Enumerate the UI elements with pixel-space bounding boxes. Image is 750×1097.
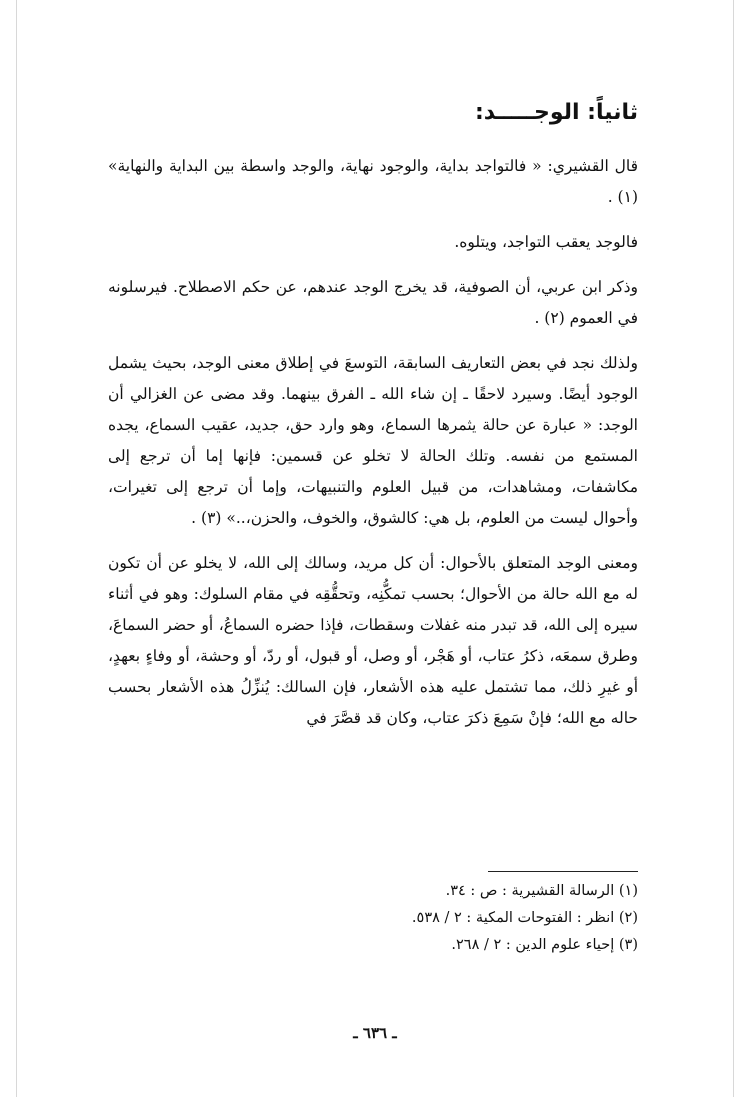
footnote-divider <box>488 871 638 872</box>
paragraph: قال القشيري: « فالتواجد بداية، والوجود نهاية، والوجد واسطة بين البداية والنهاية» (١) . <box>108 156 638 206</box>
section-heading: ثانياً: الوجـــــد: <box>474 100 638 125</box>
paragraph: ولذلك نجد في بعض التعاريف السابقة، التوسعَ في إطلاق معنى الوجد، بحيث يشمل الوجود أيضًا. وسيرد لاحقًا ـ إن شاء الله ـ الفرق بينهما. وقد مضى عن الغزالي أن الوجد: « عبارة عن حالة يثمرها السماع، وهو وارد حق، جديد، عقيب السماع، يجده المستمع من نفسه. وتلك الحالة لا تخلو عن قسمين: فإنها إما أن ترجع إلى مكاشفات، ومشاهدات، من قبيل العلوم والتنبيهات، وإما أن ترجع إلى تغيرات، وأحوال ليست من العلوم، بل هي: كالشوق، والخوف، والحزن،..» (٣) . <box>108 353 638 527</box>
footnotes <box>108 878 638 959</box>
page-number: ـ ٦٣٦ ـ <box>353 1024 397 1042</box>
footnote: (٣) إحياء علوم الدين : ٢ / ٢٦٨. <box>451 937 638 953</box>
footnote: (٢) انظر : الفتوحات المكية : ٢ / ٥٣٨. <box>411 910 638 926</box>
main-text <box>108 98 638 748</box>
paragraph: فالوجد يعقب التواجد، ويتلوه. <box>454 232 638 251</box>
scan-edge-line <box>733 0 734 1097</box>
paragraph: وذكر ابن عربي، أن الصوفية، قد يخرج الوجد عندهم، عن حكم الاصطلاح. فيرسلونه في العموم (٢) . <box>108 277 638 327</box>
footnote: (١) الرسالة القشيرية : ص : ٣٤. <box>445 883 638 899</box>
paragraph: ومعنى الوجد المتعلق بالأحوال: أن كل مريد، وسالك إلى الله، لا يخلو عن أن تكون له مع الله حالة من الأحوال؛ بحسب تمكُّنِه، وتحقُّقِه في مقام السلوك: وهو في أثناء سيره إلى الله، قد تبدر منه غفلات وسقطات، فإذا حضره السماعُ، أو حضر السماعَ، وطرق سمعَه، ذكرُ عتاب، أو هَجْر، أو وصل، أو قبول، أو ردّ، أو وحشة، أو وفاءٍ بعهدٍ، أو غيرِ ذلك، مما تشتمل عليه هذه الأشعار، فإن السالك: يُنزِّلُ هذه الأشعار بحسب حاله مع الله؛ فإنْ سَمِعَ ذكرَ عتاب، وكان قد قصَّرَ في <box>108 553 638 727</box>
scan-edge-line <box>16 0 17 1097</box>
